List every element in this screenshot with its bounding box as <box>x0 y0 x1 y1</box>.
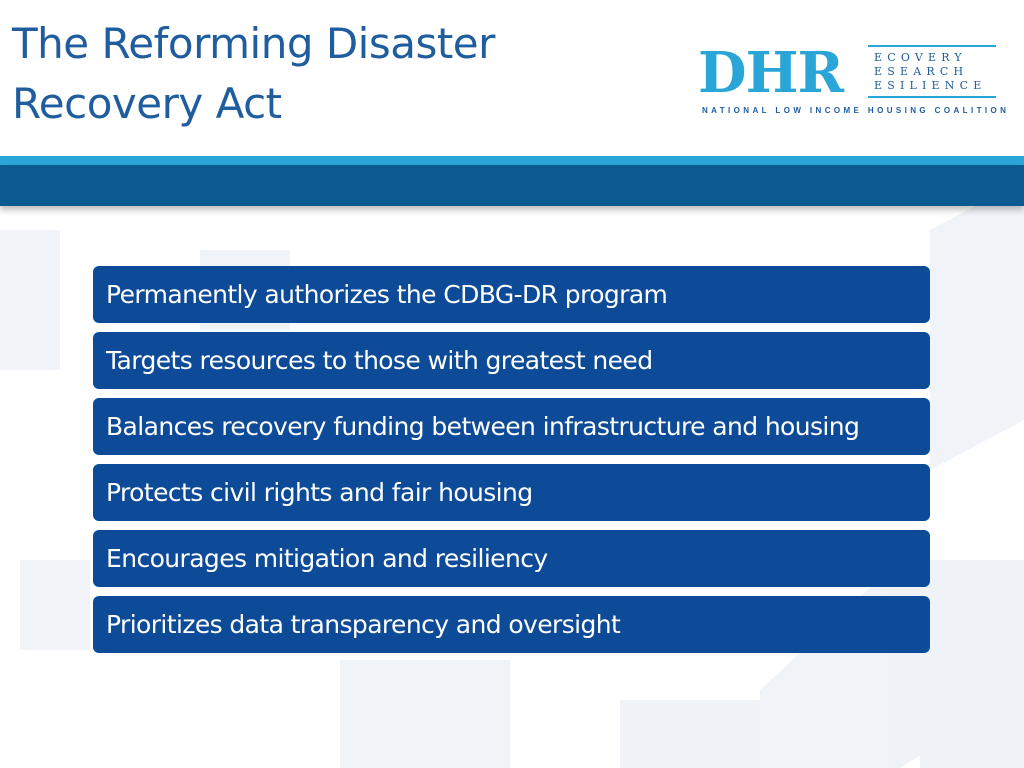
header-band-light <box>0 156 1024 165</box>
list-item: Encourages mitigation and resiliency <box>93 530 930 587</box>
title-line-2: Recovery Act <box>12 79 282 128</box>
dhr-logo <box>698 40 1010 120</box>
logo-mark: DHR <box>698 40 844 106</box>
list-item: Balances recovery funding between infrastructure and housing <box>93 398 930 455</box>
list-item: Permanently authorizes the CDBG-DR program <box>93 266 930 323</box>
list-item: Protects civil rights and fair housing <box>93 464 930 521</box>
header-band-dark <box>0 165 1024 206</box>
list-item: Prioritizes data transparency and oversight <box>93 596 930 653</box>
logo-word-resilience: ESILIENCE <box>874 79 987 92</box>
logo-word-research: ESEARCH <box>874 65 969 78</box>
page-title <box>12 14 495 134</box>
list-item: Targets resources to those with greatest need <box>93 332 930 389</box>
bullet-list <box>93 266 930 662</box>
logo-rule-top <box>868 45 996 47</box>
logo-word-recovery: ECOVERY <box>874 51 967 64</box>
logo-rule-bottom <box>868 96 996 98</box>
title-line-1: The Reforming Disaster <box>12 19 495 68</box>
logo-tagline: NATIONAL LOW INCOME HOUSING COALITION <box>702 106 1010 115</box>
